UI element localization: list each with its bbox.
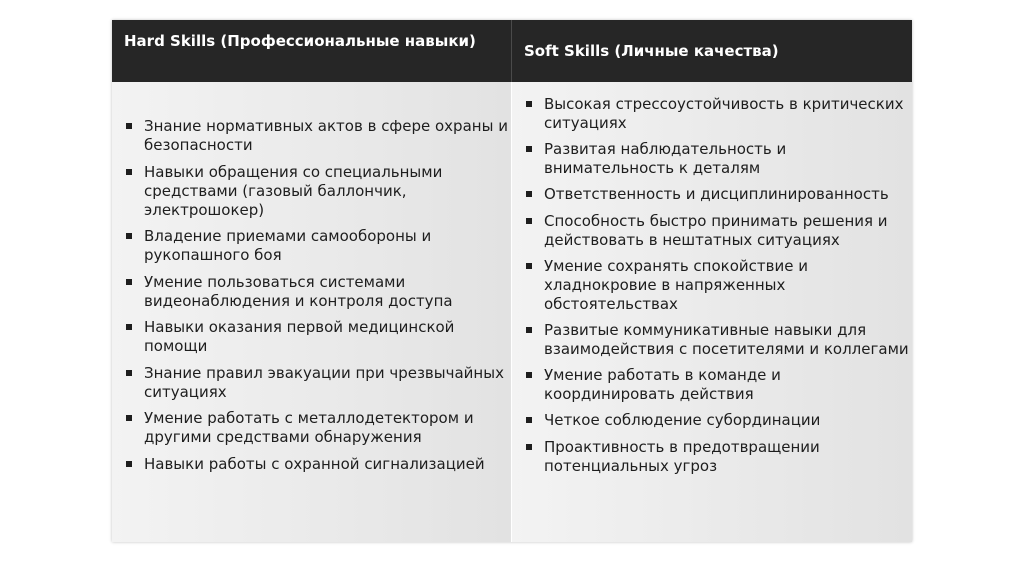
table-header-row (112, 20, 912, 82)
list-item (124, 273, 511, 311)
list-item (124, 409, 511, 447)
list-item-text: Умение сохранять спокойствие и хладнокровие в напряженных обстоятельствах (544, 256, 808, 313)
list-item (524, 140, 912, 178)
square-bullet-icon (526, 146, 532, 152)
list-item-text: Четкое соблюдение субординации (544, 411, 821, 430)
list-item (524, 438, 912, 476)
square-bullet-icon (126, 279, 132, 285)
list-item-text: Навыки оказания первой медицинской помощи (144, 318, 455, 355)
list-item-text: Ответственность и дисциплинированность (544, 185, 889, 204)
list-item (124, 455, 511, 474)
list-item-text: Развитая наблюдательность и внимательность к деталям (544, 140, 787, 178)
list-item (524, 366, 912, 404)
skills-table (112, 20, 912, 542)
list-item (124, 364, 511, 402)
square-bullet-icon (526, 101, 532, 107)
list-item-text: Умение пользоваться системами видеонаблюдения и контроля доступа (144, 272, 453, 310)
list-item (524, 212, 912, 250)
square-bullet-icon (526, 444, 532, 450)
hard-skills-list (112, 117, 511, 474)
square-bullet-icon (526, 327, 532, 333)
square-bullet-icon (526, 191, 532, 197)
list-item (524, 257, 912, 314)
square-bullet-icon (126, 461, 132, 467)
list-item-text: Знание нормативных актов в сфере охраны и безопасности (144, 117, 508, 154)
soft-skills-header: Soft Skills (Личные качества) (511, 20, 912, 82)
square-bullet-icon (126, 324, 132, 330)
square-bullet-icon (126, 169, 132, 175)
list-item-text: Умение работать в команде и координировать действия (544, 366, 781, 404)
list-item-text: Способность быстро принимать решения и действовать в нештатных ситуациях (544, 211, 888, 249)
list-item-text: Навыки работы с охранной сигнализацией (144, 454, 485, 473)
hard-skills-header: Hard Skills (Профессиональные навыки) (124, 32, 476, 50)
square-bullet-icon (126, 233, 132, 239)
list-item-text: Умение работать с металлодетектором и другими средствами обнаружения (144, 409, 474, 446)
list-item (524, 185, 912, 204)
square-bullet-icon (126, 123, 132, 129)
list-item (524, 95, 912, 133)
list-item (124, 117, 511, 155)
list-item (124, 163, 511, 220)
soft-skills-list (512, 95, 912, 476)
square-bullet-icon (526, 372, 532, 378)
table-body-row (112, 82, 912, 542)
list-item (524, 321, 912, 359)
list-item-text: Проактивность в предотвращении потенциальных угроз (544, 437, 820, 475)
square-bullet-icon (126, 370, 132, 376)
list-item-text: Знание правил эвакуации при чрезвычайных ситуациях (144, 363, 504, 401)
list-item-text: Высокая стрессоустойчивость в критических ситуациях (544, 95, 904, 132)
square-bullet-icon (526, 263, 532, 269)
list-item (124, 227, 511, 265)
soft-skills-cell (511, 82, 912, 542)
list-item-text: Владение приемами самообороны и рукопашного боя (144, 227, 432, 264)
list-item-text: Развитые коммуникативные навыки для взаимодействия с посетителями и коллегами (544, 320, 909, 358)
square-bullet-icon (526, 417, 532, 423)
list-item (524, 411, 912, 430)
square-bullet-icon (526, 218, 532, 224)
square-bullet-icon (126, 415, 132, 421)
list-item-text: Навыки обращения со специальными средствами (газовый баллончик, электрошокер) (144, 162, 443, 219)
hard-skills-cell (112, 82, 511, 542)
list-item (124, 318, 511, 356)
